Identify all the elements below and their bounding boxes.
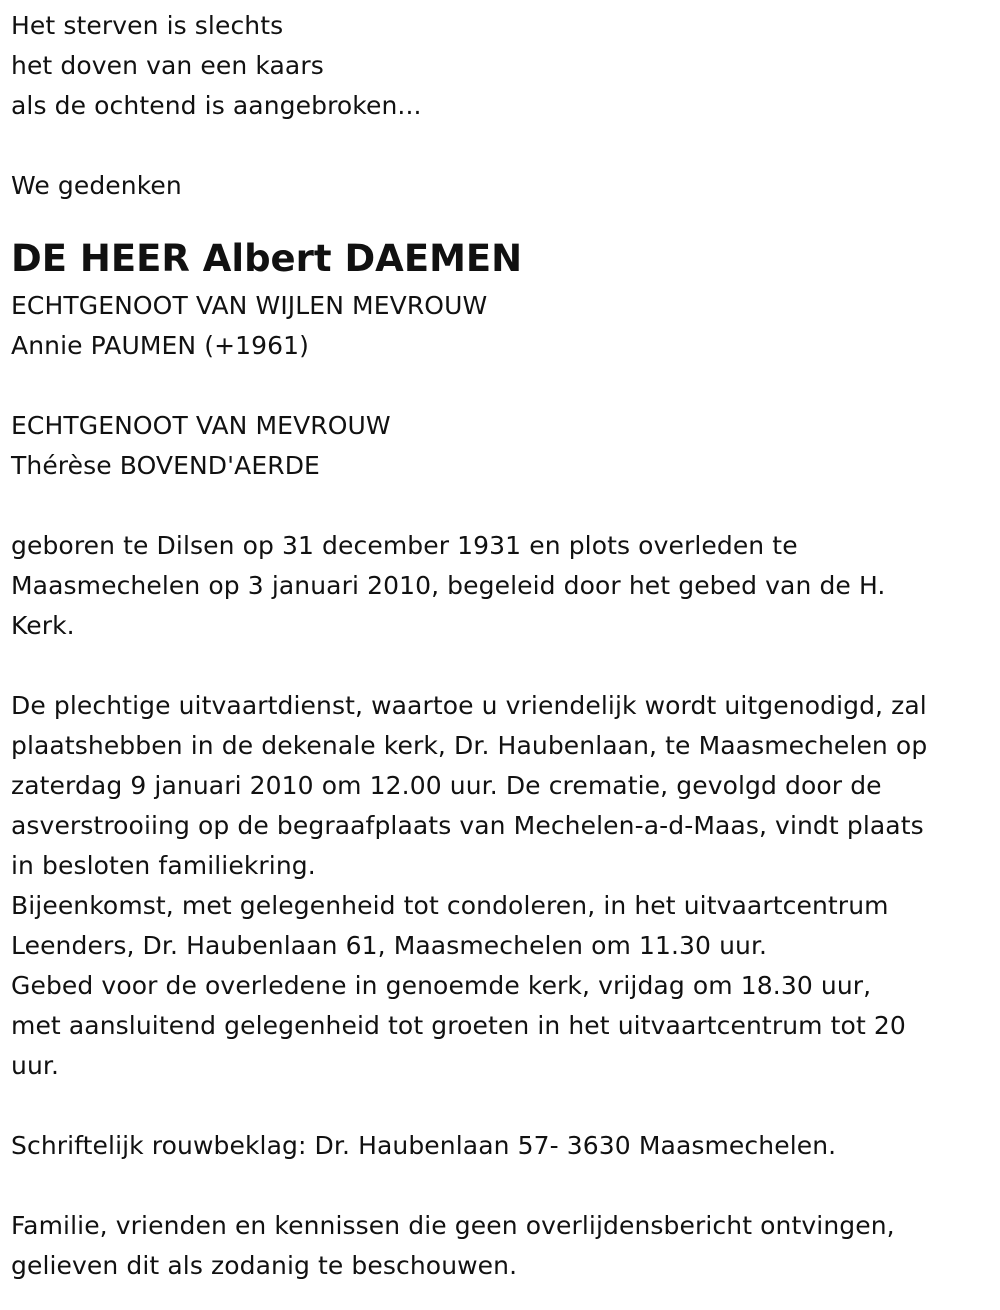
service-paragraph [11, 686, 991, 1086]
spacer [11, 366, 991, 406]
paragraph-line: Gebed voor de overledene in genoemde kerk, vrijdag om 18.30 uur, [11, 971, 872, 1000]
paragraph-line: plaatshebben in de dekenale kerk, Dr. Haubenlaan, te Maasmechelen op [11, 731, 928, 760]
spacer [11, 486, 991, 526]
spouse-line: ECHTGENOOT VAN MEVROUW [11, 411, 391, 440]
spouse-line: ECHTGENOOT VAN WIJLEN MEVROUW [11, 291, 488, 320]
spouse-line: Annie PAUMEN (+1961) [11, 331, 310, 360]
paragraph-line: in besloten familiekring. [11, 851, 316, 880]
paragraph-line: Kerk. [11, 611, 75, 640]
spacer [11, 1166, 991, 1206]
spouse-second [11, 406, 991, 486]
poem [11, 6, 991, 126]
paragraph-line: zaterdag 9 januari 2010 om 12.00 uur. De crematie, gevolgd door de [11, 771, 882, 800]
birth-paragraph [11, 526, 991, 646]
paragraph-line: geboren te Dilsen op 31 december 1931 en plots overleden te [11, 531, 798, 560]
spouse-first [11, 286, 991, 366]
paragraph-line: Familie, vrienden en kennissen die geen overlijdensbericht ontvingen, [11, 1211, 895, 1240]
paragraph-line: Leenders, Dr. Haubenlaan 61, Maasmechelen om 11.30 uur. [11, 931, 768, 960]
paragraph-line: gelieven dit als zodanig te beschouwen. [11, 1251, 518, 1280]
deceased-name: DE HEER Albert DAEMEN [11, 237, 523, 280]
paragraph-line: asverstrooiing op de begraafplaats van Mechelen-a-d-Maas, vindt plaats [11, 811, 924, 840]
paragraph-line: uur. [11, 1051, 60, 1080]
condolence-address: Schriftelijk rouwbeklag: Dr. Haubenlaan 57- 3630 Maasmechelen. [11, 1131, 837, 1160]
spacer [11, 646, 991, 686]
poem-line: als de ochtend is aangebroken... [11, 91, 422, 120]
poem-line: Het sterven is slechts [11, 11, 284, 40]
paragraph-line: Bijeenkomst, met gelegenheid tot condoleren, in het uitvaartcentrum [11, 891, 889, 920]
spouse-line: Thérèse BOVEND'AERDE [11, 451, 320, 480]
paragraph-line: Maasmechelen op 3 januari 2010, begeleid door het gebed van de H. [11, 571, 886, 600]
paragraph-line: De plechtige uitvaartdienst, waartoe u vriendelijk wordt uitgenodigd, zal [11, 691, 927, 720]
spacer [11, 126, 991, 166]
closing-paragraph [11, 1206, 991, 1286]
poem-line: het doven van een kaars [11, 51, 324, 80]
spacer [11, 1086, 991, 1126]
intro-text: We gedenken [11, 171, 182, 200]
obituary-document [11, 6, 991, 1286]
paragraph-line: met aansluitend gelegenheid tot groeten in het uitvaartcentrum tot 20 [11, 1011, 906, 1040]
